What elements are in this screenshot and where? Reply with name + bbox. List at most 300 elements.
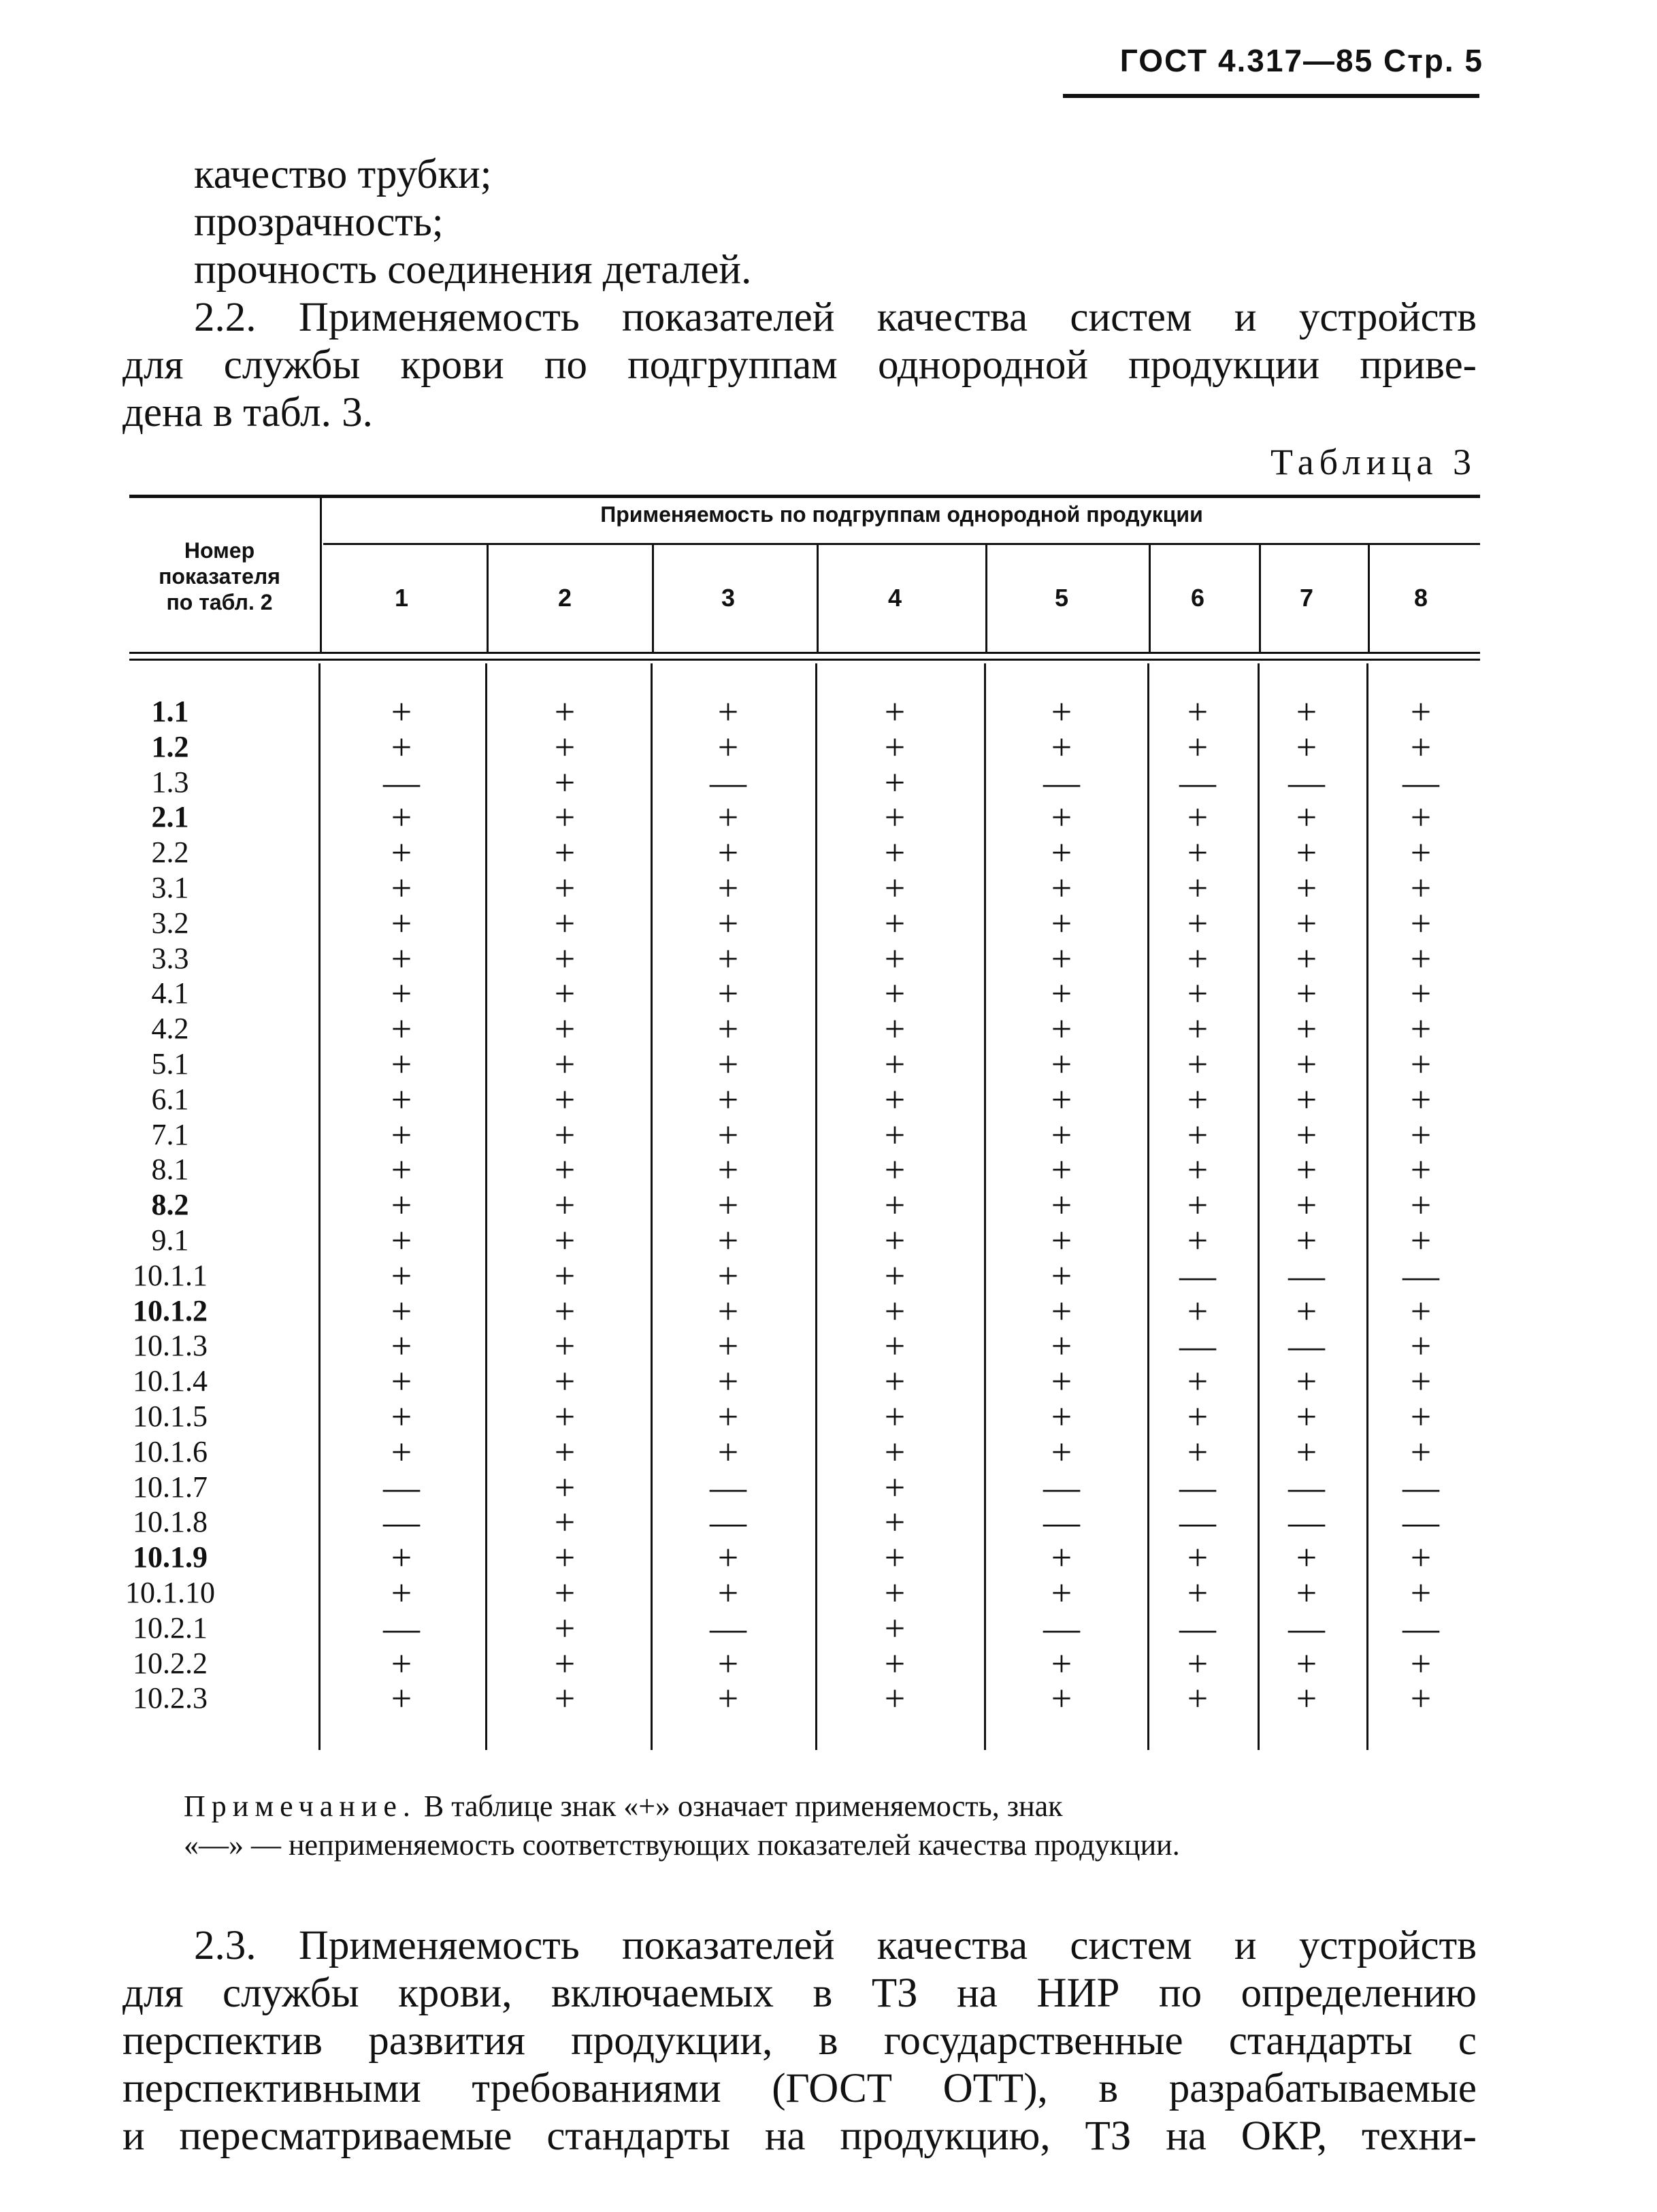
table-cell: + [717, 1325, 739, 1366]
table-cell: + [1410, 1079, 1432, 1120]
table-cell: + [554, 762, 576, 803]
table-cell: — [710, 762, 747, 803]
table-cell: + [391, 1220, 412, 1261]
table-cell: + [1187, 691, 1209, 732]
table-cell: + [554, 1115, 576, 1155]
table-cell: + [717, 868, 739, 908]
row-header-line-1: Номер [184, 538, 255, 563]
table-cell: + [1410, 903, 1432, 944]
table-cell: + [1051, 1432, 1072, 1472]
table-cell: + [884, 1643, 906, 1684]
row-label: 4.1 [151, 976, 189, 1010]
table-cell: + [717, 1432, 739, 1472]
table-cell: + [1187, 1044, 1209, 1085]
table-cell: + [391, 1678, 412, 1719]
table-cell: + [717, 1079, 739, 1120]
row-label: 10.1.9 [133, 1540, 208, 1574]
table-cell: + [554, 973, 576, 1014]
table-cell: + [1051, 1149, 1072, 1190]
table-cell: + [391, 1044, 412, 1085]
table-cell: + [1410, 1115, 1432, 1155]
table-cell: + [391, 1432, 412, 1472]
table-cell: + [884, 691, 906, 732]
table-cell: + [884, 1079, 906, 1120]
table-cell: + [1410, 938, 1432, 979]
column-divider-header [1368, 544, 1370, 652]
table-cell: — [1288, 762, 1325, 803]
table-cell: + [1051, 1678, 1072, 1719]
table-cell: + [717, 1291, 739, 1332]
table-cell: + [884, 1361, 906, 1402]
column-divider-body [1366, 663, 1368, 1750]
table-cell: + [1051, 1255, 1072, 1296]
table-cell: + [717, 1008, 739, 1049]
column-divider-body [318, 663, 321, 1750]
table-cell: + [1410, 1537, 1432, 1578]
table-cell: + [1187, 1185, 1209, 1225]
table-cell: + [391, 1149, 412, 1190]
table-cell: + [554, 868, 576, 908]
table-cell: + [1187, 1537, 1209, 1578]
table-cell: + [884, 1396, 906, 1437]
table-cell: + [391, 1291, 412, 1332]
table-cell: + [1410, 868, 1432, 908]
table-top-rule [129, 495, 1480, 498]
table-cell: + [884, 727, 906, 767]
header-rule [1063, 94, 1479, 98]
table-cell: + [554, 1185, 576, 1225]
table-cell: + [717, 691, 739, 732]
table-cell: — [1288, 1325, 1325, 1366]
table-cell: + [1051, 1643, 1072, 1684]
table-cell: + [554, 1291, 576, 1332]
table-cell: + [884, 1008, 906, 1049]
table-cell: + [1410, 1361, 1432, 1402]
table-cell: + [1410, 973, 1432, 1014]
table-cell: + [1051, 1115, 1072, 1155]
table-cell: — [1288, 1467, 1325, 1508]
table-cell: + [554, 1325, 576, 1366]
table-cell: + [1410, 1643, 1432, 1684]
table-cell: + [884, 1044, 906, 1085]
table-cell: + [391, 1115, 412, 1155]
table-cell: + [1187, 1361, 1209, 1402]
column-divider-body [1258, 663, 1260, 1750]
table-cell: + [1187, 938, 1209, 979]
intro-line-1: качество трубки; [194, 152, 492, 197]
table-cell: — [1288, 1502, 1325, 1542]
table-cell: + [1051, 1325, 1072, 1366]
table-cell: — [710, 1608, 747, 1649]
row-label: 10.1.2 [133, 1294, 208, 1327]
row-label: 3.3 [151, 942, 189, 975]
table-cell: + [1187, 1008, 1209, 1049]
table-cell: + [1410, 1220, 1432, 1261]
row-label: 10.1.10 [125, 1576, 215, 1609]
column-number: 4 [887, 584, 902, 612]
column-divider-header [652, 544, 654, 652]
table-cell: + [554, 1255, 576, 1296]
table-cell: + [1410, 1572, 1432, 1613]
column-number: 5 [1054, 584, 1069, 612]
table-cell: + [391, 1008, 412, 1049]
table-cell: — [383, 1467, 420, 1508]
table-cell: + [1187, 1079, 1209, 1120]
row-label: 2.1 [151, 800, 189, 833]
table-cell: + [1410, 1325, 1432, 1366]
table-cell: + [1410, 1044, 1432, 1085]
row-label: 10.1.7 [133, 1470, 208, 1504]
table-cell: + [884, 1220, 906, 1261]
table-cell: + [1410, 1432, 1432, 1472]
row-label: 10.2.3 [133, 1681, 208, 1715]
table-cell: + [1410, 1149, 1432, 1190]
table-cell: + [884, 868, 906, 908]
table-cell: — [1043, 1608, 1080, 1649]
table-cell: + [884, 1537, 906, 1578]
table-cell: + [1410, 1396, 1432, 1437]
table-cell: + [554, 1149, 576, 1190]
row-label: 1.2 [151, 730, 189, 763]
row-label: 5.1 [151, 1047, 189, 1080]
table-cell: + [1296, 797, 1317, 838]
table-cell: + [1051, 832, 1072, 873]
table-cell: + [1051, 797, 1072, 838]
para-2-3-line-2: для службы крови, включаемых в ТЗ на НИР по определению [122, 1970, 1477, 2016]
table-cell: + [717, 1185, 739, 1225]
table-cell: — [1402, 762, 1439, 803]
table-caption: Таблица 3 [1270, 442, 1477, 482]
table-cell: + [1296, 832, 1317, 873]
para-2-3-line-3: перспектив развития продукции, в государственные стандарты с [122, 2018, 1477, 2064]
column-divider-header [985, 544, 987, 652]
column-divider-header [320, 495, 322, 652]
table-cell: + [391, 973, 412, 1014]
row-label: 10.1.4 [133, 1364, 208, 1398]
column-number: 2 [557, 584, 572, 612]
table-cell: + [554, 1608, 576, 1649]
table-cell: + [1051, 1008, 1072, 1049]
table-cell: + [884, 1115, 906, 1155]
para-2-3-line-1: 2.3. Применяемость показателей качества систем и устройств [194, 1923, 1477, 1968]
table-cell: — [1402, 1608, 1439, 1649]
table-cell: — [383, 1608, 420, 1649]
row-label: 2.2 [151, 836, 189, 869]
table-cell: — [1402, 1502, 1439, 1542]
row-label: 10.2.1 [133, 1611, 208, 1645]
table-cell: + [884, 1185, 906, 1225]
table-cell: + [1410, 832, 1432, 873]
table-cell: + [717, 1361, 739, 1402]
table-cell: + [1296, 1572, 1317, 1613]
header-bottom-rule-1 [129, 652, 1480, 654]
table-cell: + [717, 973, 739, 1014]
row-label: 10.1.8 [133, 1505, 208, 1538]
group-header-rule [323, 543, 1480, 545]
row-label: 1.1 [151, 695, 189, 728]
table-cell: + [1051, 903, 1072, 944]
table-cell: + [717, 1643, 739, 1684]
table-cell: + [554, 1220, 576, 1261]
table-cell: + [1187, 1572, 1209, 1613]
table-cell: + [1187, 797, 1209, 838]
para-2-2-line-2: для службы крови по подгруппам однородной продукции приве- [122, 342, 1477, 388]
para-2-3-line-5: и пересматриваемые стандарты на продукцию, ТЗ на ОКР, техни- [122, 2113, 1477, 2159]
column-divider-body [984, 663, 986, 1750]
table-cell: + [1410, 797, 1432, 838]
para-2-3-line-4: перспективными требованиями (ГОСТ ОТТ), в разрабатываемые [122, 2066, 1477, 2111]
row-label: 1.3 [151, 765, 189, 799]
table-cell: + [554, 797, 576, 838]
table-cell: + [1296, 868, 1317, 908]
row-label: 7.1 [151, 1118, 189, 1151]
column-number: 6 [1190, 584, 1205, 612]
table-cell: + [884, 1149, 906, 1190]
para-2-2-line-1: 2.2. Применяемость показателей качества систем и устройств [194, 295, 1477, 340]
table-cell: + [1051, 1572, 1072, 1613]
table-cell: + [884, 903, 906, 944]
table-cell: + [1051, 1291, 1072, 1332]
table-cell: + [1296, 903, 1317, 944]
table-cell: + [717, 1149, 739, 1190]
table-cell: + [717, 1255, 739, 1296]
row-label: 8.1 [151, 1153, 189, 1186]
table-cell: + [1051, 1220, 1072, 1261]
table-cell: + [884, 1502, 906, 1542]
table-cell: + [554, 691, 576, 732]
row-header-line-3: по табл. 2 [166, 590, 273, 614]
table-cell: + [717, 1115, 739, 1155]
table-cell: + [884, 1678, 906, 1719]
table-cell: — [1402, 1467, 1439, 1508]
header-bottom-rule-2 [129, 659, 1480, 661]
table-cell: — [1179, 762, 1216, 803]
table-cell: + [884, 1467, 906, 1508]
table-cell: + [884, 1608, 906, 1649]
table-cell: + [1187, 1149, 1209, 1190]
table-cell: + [1187, 727, 1209, 767]
table-cell: + [554, 1079, 576, 1120]
table-cell: + [554, 1502, 576, 1542]
row-label: 9.1 [151, 1223, 189, 1257]
table-cell: + [717, 727, 739, 767]
table-cell: + [554, 1396, 576, 1437]
table-cell: + [1296, 973, 1317, 1014]
intro-line-2: прозрачность; [194, 199, 444, 245]
row-label: 10.1.1 [133, 1259, 208, 1292]
table-cell: + [554, 727, 576, 767]
column-divider-body [815, 663, 817, 1750]
table-cell: + [391, 797, 412, 838]
table-cell: + [1410, 1678, 1432, 1719]
table-note-line-1 [184, 1788, 1463, 1825]
table-cell: + [391, 691, 412, 732]
table-cell: + [1410, 691, 1432, 732]
table-cell: + [1187, 973, 1209, 1014]
table-cell: + [884, 762, 906, 803]
table-cell: + [1051, 868, 1072, 908]
row-label: 4.2 [151, 1012, 189, 1045]
table-cell: + [1051, 1361, 1072, 1402]
table-cell: — [710, 1502, 747, 1542]
row-label: 10.1.5 [133, 1400, 208, 1433]
table-cell: + [391, 832, 412, 873]
table-cell: + [1296, 727, 1317, 767]
table-cell: + [717, 1044, 739, 1085]
column-divider-header [487, 544, 489, 652]
column-number: 8 [1413, 584, 1428, 612]
table-cell: + [1296, 1643, 1317, 1684]
table-cell: + [391, 1361, 412, 1402]
table-cell: + [1296, 1115, 1317, 1155]
table-cell: + [391, 1255, 412, 1296]
table-cell: + [717, 938, 739, 979]
row-label: 3.1 [151, 871, 189, 904]
table-cell: + [1296, 1396, 1317, 1437]
table-cell: + [1296, 1079, 1317, 1120]
table-cell: + [1187, 903, 1209, 944]
table-cell: — [1179, 1255, 1216, 1296]
table-cell: + [1410, 1291, 1432, 1332]
table-cell: + [884, 832, 906, 873]
table-cell: + [884, 973, 906, 1014]
table-cell: — [1043, 1467, 1080, 1508]
table-cell: + [1187, 1396, 1209, 1437]
column-number: 1 [394, 584, 409, 612]
table-cell: + [391, 727, 412, 767]
table-cell: + [1187, 1432, 1209, 1472]
table-cell: — [1179, 1467, 1216, 1508]
row-label: 3.2 [151, 906, 189, 940]
table-cell: + [1051, 727, 1072, 767]
table-cell: + [1296, 1220, 1317, 1261]
table-cell: + [717, 903, 739, 944]
table-cell: + [1187, 1115, 1209, 1155]
table-cell: + [717, 832, 739, 873]
table-cell: — [1402, 1255, 1439, 1296]
column-divider-body [1147, 663, 1149, 1750]
row-label: 8.2 [151, 1188, 189, 1221]
column-divider-header [1259, 544, 1261, 652]
table-cell: — [1043, 1502, 1080, 1542]
table-cell: + [391, 1572, 412, 1613]
table-cell: + [554, 832, 576, 873]
table-cell: + [1187, 1643, 1209, 1684]
table-cell: + [1187, 868, 1209, 908]
table-cell: + [391, 1185, 412, 1225]
table-cell: — [383, 1502, 420, 1542]
note-text-1: В таблице знак «+» означает применяемость, знак [423, 1789, 1063, 1823]
table-cell: + [554, 1467, 576, 1508]
table-cell: + [1187, 1220, 1209, 1261]
table-cell: + [1051, 691, 1072, 732]
table-cell: — [1179, 1608, 1216, 1649]
table-cell: + [1296, 1678, 1317, 1719]
table-cell: + [1051, 1185, 1072, 1225]
table-cell: + [1051, 973, 1072, 1014]
row-label: 10.1.6 [133, 1435, 208, 1468]
table-cell: + [391, 1643, 412, 1684]
table-cell: + [554, 1678, 576, 1719]
row-label: 10.2.2 [133, 1647, 208, 1680]
table-cell: — [383, 762, 420, 803]
table-cell: — [1288, 1608, 1325, 1649]
table-cell: + [1296, 1537, 1317, 1578]
table-cell: + [1296, 1008, 1317, 1049]
table-cell: + [1051, 1537, 1072, 1578]
page-header: ГОСТ 4.317—85 Стр. 5 [1119, 43, 1483, 78]
table-cell: + [1051, 938, 1072, 979]
table-cell: + [554, 1432, 576, 1472]
group-header: Применяемость по подгруппам однородной продукции [600, 502, 1203, 527]
table-cell: + [717, 797, 739, 838]
table-cell: + [1296, 938, 1317, 979]
table-cell: + [717, 1572, 739, 1613]
table-cell: + [391, 1537, 412, 1578]
table-cell: + [1187, 832, 1209, 873]
table-cell: — [1043, 762, 1080, 803]
table-cell: + [884, 1572, 906, 1613]
table-cell: + [554, 1572, 576, 1613]
table-cell: + [884, 1432, 906, 1472]
row-label: 6.1 [151, 1083, 189, 1116]
column-number: 3 [721, 584, 736, 612]
table-cell: + [1410, 1008, 1432, 1049]
table-cell: + [1296, 1361, 1317, 1402]
table-cell: + [554, 1537, 576, 1578]
table-cell: + [1410, 1185, 1432, 1225]
column-divider-header [1149, 544, 1151, 652]
table-cell: + [717, 1396, 739, 1437]
table-cell: + [554, 1044, 576, 1085]
table-cell: + [1296, 691, 1317, 732]
table-cell: + [391, 1079, 412, 1120]
table-cell: + [554, 903, 576, 944]
table-cell: + [1296, 1044, 1317, 1085]
table-cell: + [717, 1537, 739, 1578]
para-2-2-line-3: дена в табл. 3. [122, 390, 373, 435]
table-cell: + [391, 938, 412, 979]
table-cell: + [884, 797, 906, 838]
table-cell: + [1051, 1044, 1072, 1085]
table-cell: + [1296, 1291, 1317, 1332]
table-cell: + [391, 1396, 412, 1437]
table-cell: + [884, 1291, 906, 1332]
table-cell: + [717, 1678, 739, 1719]
row-label: 10.1.3 [133, 1329, 208, 1362]
row-header-line-2: показателя [159, 564, 280, 589]
table-cell: + [391, 1325, 412, 1366]
table-cell: — [1179, 1325, 1216, 1366]
column-divider-body [651, 663, 653, 1750]
intro-line-3: прочность соединения деталей. [194, 247, 752, 293]
column-number: 7 [1299, 584, 1314, 612]
table-cell: + [1296, 1149, 1317, 1190]
table-cell: + [717, 1220, 739, 1261]
table-cell: — [1179, 1502, 1216, 1542]
table-cell: + [1187, 1678, 1209, 1719]
table-note-line-2: «—» — неприменяемость соответствующих показателей качества продукции. [184, 1828, 1180, 1862]
table-cell: + [1051, 1079, 1072, 1120]
table-cell: + [1187, 1291, 1209, 1332]
column-divider-body [485, 663, 487, 1750]
note-lead: Примечание. [184, 1789, 416, 1823]
table-cell: — [1288, 1255, 1325, 1296]
table-cell: + [554, 1643, 576, 1684]
table-cell: + [884, 938, 906, 979]
table-cell: + [554, 938, 576, 979]
table-cell: — [710, 1467, 747, 1508]
